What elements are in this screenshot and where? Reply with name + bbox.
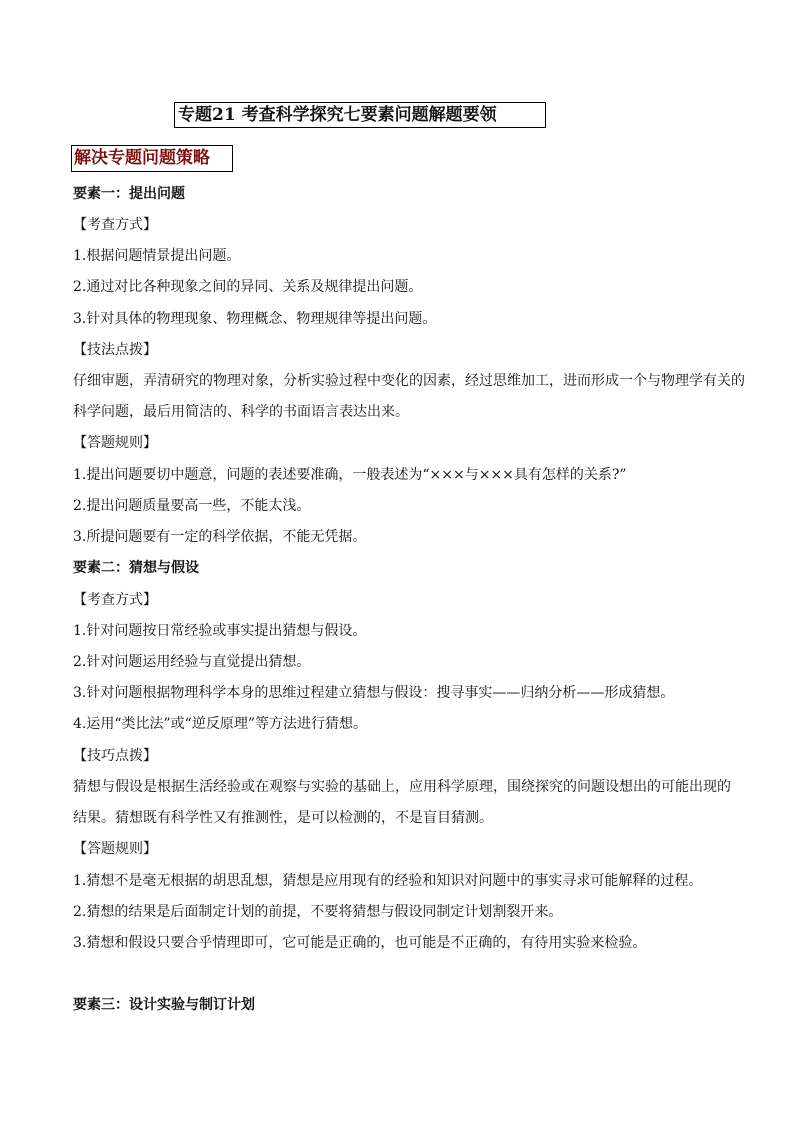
element1-tips-line: 科学问题，最后用简洁的、科学的书面语言表达出来。 (73, 404, 409, 420)
element2-rules-item: 2.猜想的结果是后面制定计划的前提，不要将猜想与假设同制定计划割裂开来。 (73, 904, 563, 920)
element1-rules-item: 3.所提问题要有一定的科学依据，不能无凭据。 (73, 529, 367, 545)
element2-exam-item: 2.针对问题运用经验与直觉提出猜想。 (73, 654, 311, 670)
element2-exam-item: 1.针对问题按日常经验或事实提出猜想与假设。 (73, 623, 367, 639)
element2-exam-item: 4.运用“类比法”或“逆反原理”等方法进行猜想。 (73, 716, 367, 732)
element3-heading: 要素三：设计实验与制订计划 (73, 997, 255, 1013)
element2-heading: 要素二：猜想与假设 (73, 560, 199, 576)
element2-tips-line: 猜想与假设是根据生活经验或在观察与实验的基础上，应用科学原理，围绕探究的问题设想出的可能出现的 (73, 779, 731, 795)
document-title: 专题21 考查科学探究七要素问题解题要领 (174, 102, 546, 128)
strategy-label: 解决专题问题策略 (71, 145, 233, 172)
element2-rules-label: 【答题规则】 (73, 841, 157, 857)
element1-exam-item: 3.针对具体的物理现象、物理概念、物理规律等提出问题。 (73, 311, 437, 327)
element2-exam-item: 3.针对问题根据物理科学本身的思维过程建立猜想与假设：搜寻事实——归纳分析——形成猜想。 (73, 685, 675, 701)
element1-heading: 要素一：提出问题 (73, 186, 185, 202)
element1-tips-line: 仔细审题，弄清研究的物理对象，分析实验过程中变化的因素，经过思维加工，进而形成一个与物理学有关的 (73, 373, 745, 389)
element1-tips-label: 【技法点拨】 (73, 342, 157, 358)
element1-rules-item: 2.提出问题质量要高一些，不能太浅。 (73, 498, 311, 514)
element2-rules-item: 3.猜想和假设只要合乎情理即可，它可能是正确的，也可能是不正确的，有待用实验来检验。 (73, 935, 647, 951)
element1-rules-label: 【答题规则】 (73, 435, 157, 451)
element2-tips-line: 结果。猜想既有科学性又有推测性，是可以检测的，不是盲目猜测。 (73, 810, 493, 826)
element1-exam-item: 1.根据问题情景提出问题。 (73, 248, 241, 264)
element2-tips-label: 【技巧点拨】 (73, 748, 157, 764)
element1-rules-item: 1.提出问题要切中题意，问题的表述要准确，一般表述为“×××与×××具有怎样的关系?” (73, 467, 627, 483)
element1-exam-label: 【考查方式】 (73, 217, 157, 233)
element1-exam-item: 2.通过对比各种现象之间的异同、关系及规律提出问题。 (73, 279, 423, 295)
element2-rules-item: 1.猜想不是毫无根据的胡思乱想，猜想是应用现有的经验和知识对问题中的事实寻求可能解释的过程。 (73, 873, 703, 889)
element2-exam-label: 【考查方式】 (73, 592, 157, 608)
